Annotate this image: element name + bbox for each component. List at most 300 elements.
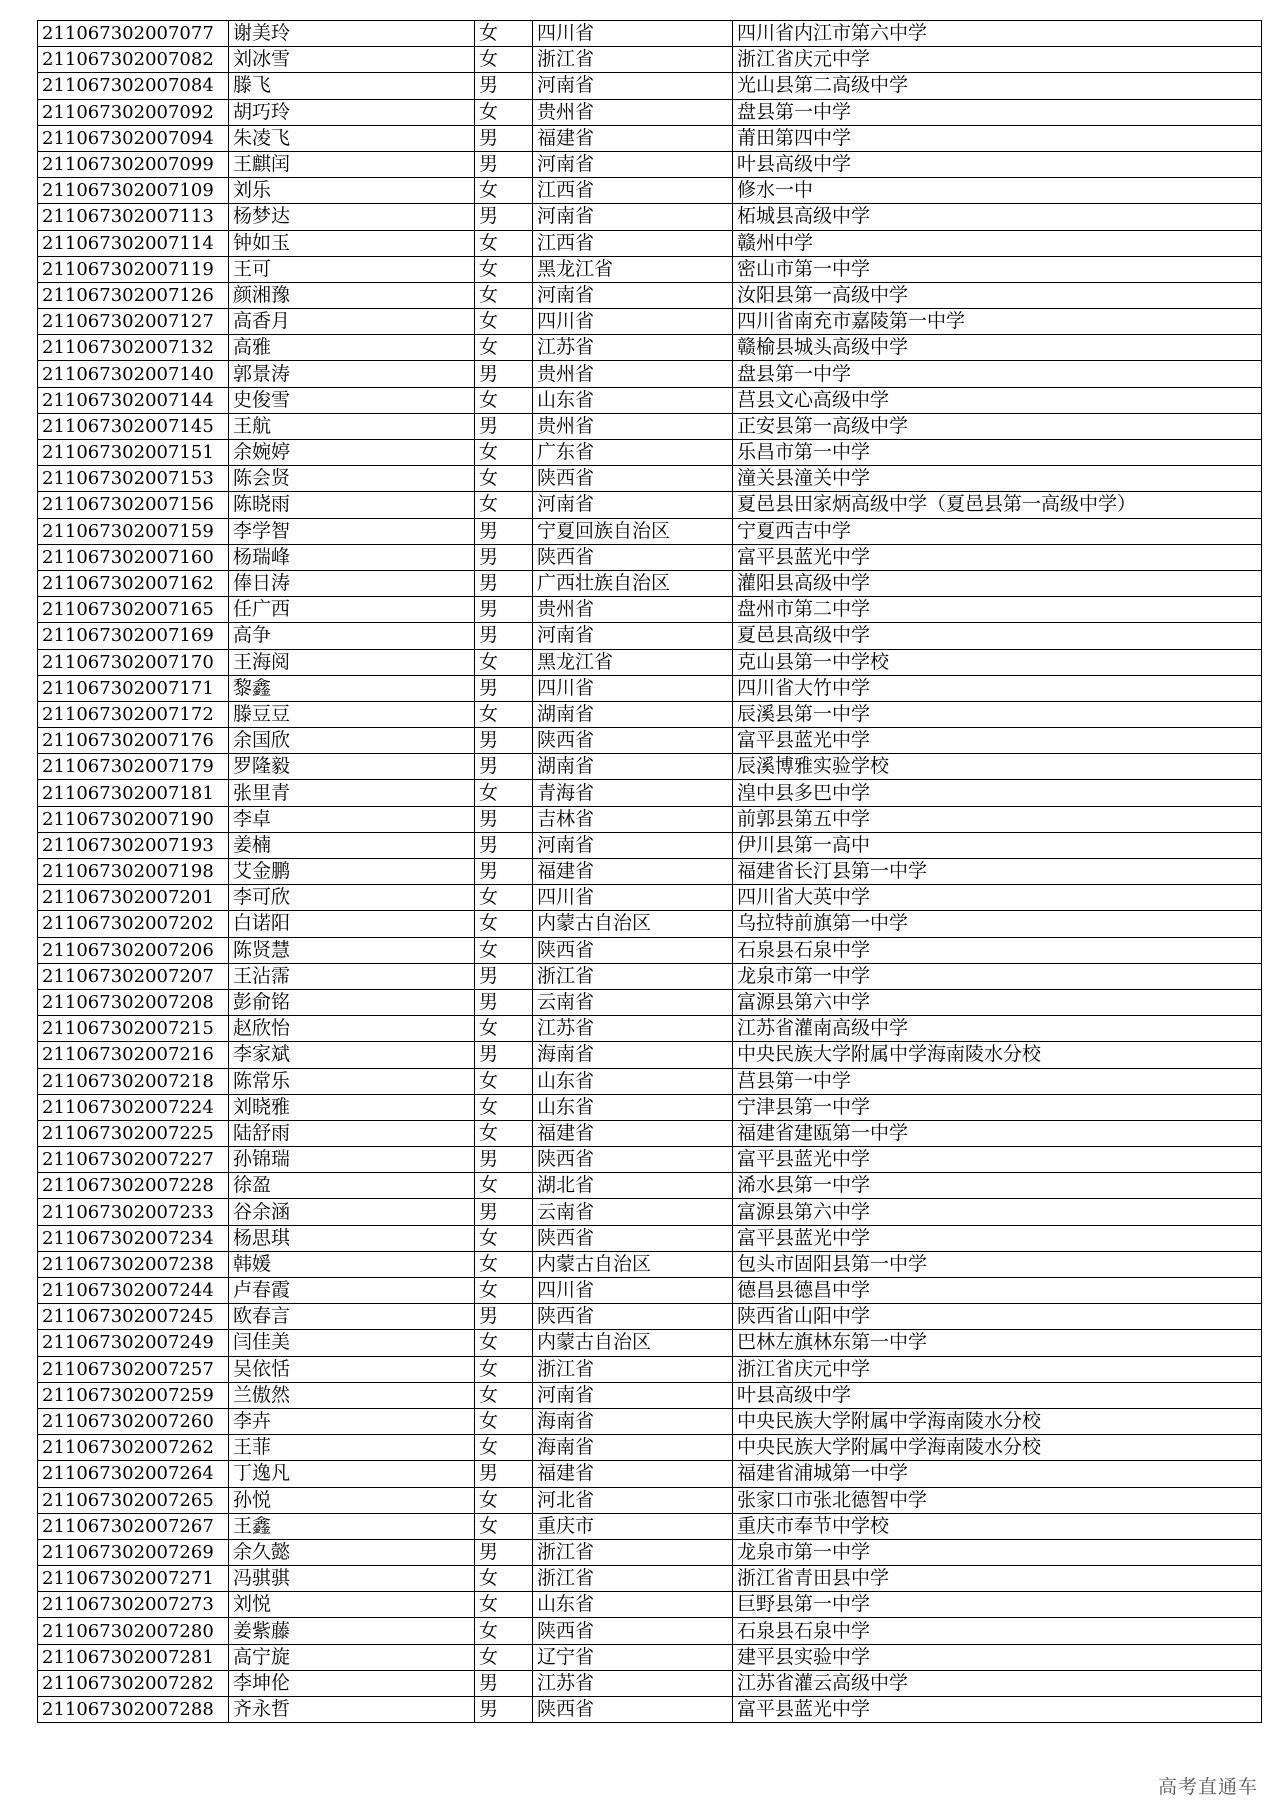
table-row [38, 178, 1262, 204]
cell-school: 浙江省青田县中学 [733, 1566, 1262, 1592]
cell-id: 211067302007257 [38, 1356, 229, 1382]
cell-school: 巨野县第一中学 [733, 1592, 1262, 1618]
cell-gender: 女 [475, 230, 533, 256]
cell-name: 杨思琪 [229, 1225, 475, 1251]
cell-name: 刘悦 [229, 1592, 475, 1618]
cell-province: 贵州省 [533, 361, 733, 387]
cell-id: 211067302007145 [38, 413, 229, 439]
cell-name: 李卓 [229, 806, 475, 832]
cell-name: 钟如玉 [229, 230, 475, 256]
cell-id: 211067302007281 [38, 1644, 229, 1670]
cell-school: 汝阳县第一高级中学 [733, 282, 1262, 308]
cell-gender: 男 [475, 728, 533, 754]
cell-province: 浙江省 [533, 963, 733, 989]
cell-id: 211067302007165 [38, 597, 229, 623]
cell-gender: 女 [475, 701, 533, 727]
table-row [38, 1042, 1262, 1068]
cell-school: 莒县第一中学 [733, 1068, 1262, 1094]
cell-province: 黑龙江省 [533, 649, 733, 675]
cell-gender: 女 [475, 99, 533, 125]
cell-gender: 女 [475, 1644, 533, 1670]
cell-gender: 男 [475, 1670, 533, 1696]
cell-id: 211067302007077 [38, 21, 229, 47]
cell-province: 福建省 [533, 1120, 733, 1146]
table-row [38, 649, 1262, 675]
cell-school: 石泉县石泉中学 [733, 937, 1262, 963]
cell-name: 余久懿 [229, 1539, 475, 1565]
cell-gender: 男 [475, 1042, 533, 1068]
cell-id: 211067302007153 [38, 466, 229, 492]
cell-id: 211067302007127 [38, 309, 229, 335]
cell-province: 福建省 [533, 859, 733, 885]
cell-province: 青海省 [533, 780, 733, 806]
table-row [38, 989, 1262, 1015]
cell-id: 211067302007271 [38, 1566, 229, 1592]
cell-name: 王菲 [229, 1435, 475, 1461]
table-row [38, 597, 1262, 623]
cell-school: 前郭县第五中学 [733, 806, 1262, 832]
cell-province: 四川省 [533, 885, 733, 911]
cell-province: 海南省 [533, 1435, 733, 1461]
cell-school: 潼关县潼关中学 [733, 466, 1262, 492]
cell-school: 宁津县第一中学 [733, 1094, 1262, 1120]
cell-school: 龙泉市第一中学 [733, 1539, 1262, 1565]
cell-name: 陆舒雨 [229, 1120, 475, 1146]
cell-name: 冯骐骐 [229, 1566, 475, 1592]
cell-province: 福建省 [533, 1461, 733, 1487]
cell-id: 211067302007244 [38, 1278, 229, 1304]
cell-gender: 男 [475, 1461, 533, 1487]
cell-gender: 女 [475, 1016, 533, 1042]
cell-id: 211067302007109 [38, 178, 229, 204]
cell-school: 龙泉市第一中学 [733, 963, 1262, 989]
cell-gender: 女 [475, 256, 533, 282]
cell-gender: 女 [475, 387, 533, 413]
cell-school: 陕西省山阳中学 [733, 1304, 1262, 1330]
cell-id: 211067302007181 [38, 780, 229, 806]
cell-id: 211067302007094 [38, 125, 229, 151]
cell-id: 211067302007233 [38, 1199, 229, 1225]
table-row [38, 806, 1262, 832]
cell-id: 211067302007206 [38, 937, 229, 963]
cell-name: 刘乐 [229, 178, 475, 204]
cell-gender: 男 [475, 832, 533, 858]
cell-gender: 女 [475, 1513, 533, 1539]
table-row [38, 492, 1262, 518]
table-row [38, 1199, 1262, 1225]
cell-province: 广西壮族自治区 [533, 570, 733, 596]
cell-name: 滕豆豆 [229, 701, 475, 727]
table-row [38, 1278, 1262, 1304]
cell-id: 211067302007227 [38, 1147, 229, 1173]
table-row [38, 1330, 1262, 1356]
cell-gender: 男 [475, 623, 533, 649]
cell-school: 巴林左旗林东第一中学 [733, 1330, 1262, 1356]
cell-name: 李学智 [229, 518, 475, 544]
cell-school: 中央民族大学附属中学海南陵水分校 [733, 1435, 1262, 1461]
table-row [38, 518, 1262, 544]
cell-name: 孙锦瑞 [229, 1147, 475, 1173]
cell-school: 赣榆县城头高级中学 [733, 335, 1262, 361]
cell-id: 211067302007215 [38, 1016, 229, 1042]
table-row [38, 1382, 1262, 1408]
cell-name: 卢春霞 [229, 1278, 475, 1304]
cell-id: 211067302007169 [38, 623, 229, 649]
cell-province: 黑龙江省 [533, 256, 733, 282]
cell-name: 罗隆毅 [229, 754, 475, 780]
cell-school: 四川省大竹中学 [733, 675, 1262, 701]
cell-name: 孙悦 [229, 1487, 475, 1513]
cell-school: 修水一中 [733, 178, 1262, 204]
table-row [38, 1697, 1262, 1723]
cell-school: 富平县蓝光中学 [733, 544, 1262, 570]
cell-province: 内蒙古自治区 [533, 1330, 733, 1356]
cell-province: 海南省 [533, 1408, 733, 1434]
cell-name: 赵欣怡 [229, 1016, 475, 1042]
cell-name: 王麒闰 [229, 151, 475, 177]
cell-school: 盘县第一中学 [733, 99, 1262, 125]
table-row [38, 1147, 1262, 1173]
cell-id: 211067302007179 [38, 754, 229, 780]
table-row [38, 99, 1262, 125]
cell-province: 河南省 [533, 151, 733, 177]
cell-name: 高雅 [229, 335, 475, 361]
cell-id: 211067302007092 [38, 99, 229, 125]
cell-gender: 女 [475, 1435, 533, 1461]
cell-school: 密山市第一中学 [733, 256, 1262, 282]
cell-name: 郭景涛 [229, 361, 475, 387]
cell-name: 余婉婷 [229, 440, 475, 466]
table-row [38, 47, 1262, 73]
cell-name: 陈会贤 [229, 466, 475, 492]
cell-province: 山东省 [533, 1094, 733, 1120]
table-row [38, 335, 1262, 361]
cell-id: 211067302007126 [38, 282, 229, 308]
cell-province: 贵州省 [533, 99, 733, 125]
table-row [38, 1094, 1262, 1120]
table-row [38, 1487, 1262, 1513]
table-row [38, 1173, 1262, 1199]
cell-name: 陈常乐 [229, 1068, 475, 1094]
cell-id: 211067302007162 [38, 570, 229, 596]
cell-id: 211067302007273 [38, 1592, 229, 1618]
cell-name: 颜湘豫 [229, 282, 475, 308]
cell-id: 211067302007224 [38, 1094, 229, 1120]
cell-province: 山东省 [533, 1068, 733, 1094]
cell-province: 湖南省 [533, 701, 733, 727]
table-row [38, 1670, 1262, 1696]
cell-province: 四川省 [533, 1278, 733, 1304]
cell-gender: 女 [475, 1225, 533, 1251]
table-row [38, 911, 1262, 937]
cell-id: 211067302007280 [38, 1618, 229, 1644]
cell-id: 211067302007249 [38, 1330, 229, 1356]
cell-name: 王可 [229, 256, 475, 282]
cell-province: 陕西省 [533, 1697, 733, 1723]
cell-province: 江苏省 [533, 335, 733, 361]
cell-gender: 女 [475, 1094, 533, 1120]
cell-province: 四川省 [533, 309, 733, 335]
cell-id: 211067302007198 [38, 859, 229, 885]
cell-school: 包头市固阳县第一中学 [733, 1251, 1262, 1277]
table-row [38, 1016, 1262, 1042]
cell-school: 富源县第六中学 [733, 1199, 1262, 1225]
cell-province: 河南省 [533, 73, 733, 99]
cell-province: 陕西省 [533, 1304, 733, 1330]
cell-gender: 女 [475, 1408, 533, 1434]
cell-school: 富平县蓝光中学 [733, 1697, 1262, 1723]
cell-name: 彭俞铭 [229, 989, 475, 1015]
cell-school: 赣州中学 [733, 230, 1262, 256]
table-row [38, 728, 1262, 754]
cell-school: 建平县实验中学 [733, 1644, 1262, 1670]
cell-name: 史俊雪 [229, 387, 475, 413]
cell-gender: 女 [475, 440, 533, 466]
cell-province: 四川省 [533, 675, 733, 701]
cell-name: 王航 [229, 413, 475, 439]
cell-province: 河南省 [533, 204, 733, 230]
cell-id: 211067302007114 [38, 230, 229, 256]
table-row [38, 1356, 1262, 1382]
cell-gender: 男 [475, 1697, 533, 1723]
cell-school: 四川省大英中学 [733, 885, 1262, 911]
cell-name: 谢美玲 [229, 21, 475, 47]
cell-id: 211067302007160 [38, 544, 229, 570]
cell-name: 李卉 [229, 1408, 475, 1434]
cell-school: 辰溪博雅实验学校 [733, 754, 1262, 780]
cell-province: 浙江省 [533, 1566, 733, 1592]
cell-name: 陈晓雨 [229, 492, 475, 518]
cell-province: 陕西省 [533, 937, 733, 963]
cell-gender: 女 [475, 335, 533, 361]
table-row [38, 204, 1262, 230]
cell-province: 广东省 [533, 440, 733, 466]
cell-gender: 女 [475, 1278, 533, 1304]
cell-school: 浙江省庆元中学 [733, 47, 1262, 73]
table-row [38, 387, 1262, 413]
cell-province: 河南省 [533, 623, 733, 649]
student-roster-table [37, 20, 1262, 1723]
cell-gender: 男 [475, 989, 533, 1015]
table-row [38, 1068, 1262, 1094]
cell-name: 杨瑞峰 [229, 544, 475, 570]
cell-gender: 男 [475, 73, 533, 99]
cell-school: 克山县第一中学校 [733, 649, 1262, 675]
table-row [38, 440, 1262, 466]
table-row [38, 73, 1262, 99]
cell-id: 211067302007082 [38, 47, 229, 73]
cell-school: 莆田第四中学 [733, 125, 1262, 151]
cell-school: 江苏省灌南高级中学 [733, 1016, 1262, 1042]
cell-name: 姜楠 [229, 832, 475, 858]
cell-province: 宁夏回族自治区 [533, 518, 733, 544]
cell-name: 谷余涵 [229, 1199, 475, 1225]
cell-gender: 男 [475, 151, 533, 177]
cell-id: 211067302007190 [38, 806, 229, 832]
cell-name: 韩媛 [229, 1251, 475, 1277]
cell-gender: 女 [475, 21, 533, 47]
cell-school: 伊川县第一高中 [733, 832, 1262, 858]
cell-gender: 女 [475, 1382, 533, 1408]
table-row [38, 1461, 1262, 1487]
cell-school: 富平县蓝光中学 [733, 1225, 1262, 1251]
cell-id: 211067302007201 [38, 885, 229, 911]
table-row [38, 1539, 1262, 1565]
table-row [38, 21, 1262, 47]
table-row [38, 937, 1262, 963]
cell-id: 211067302007228 [38, 1173, 229, 1199]
cell-id: 211067302007084 [38, 73, 229, 99]
cell-gender: 男 [475, 1539, 533, 1565]
cell-school: 盘州市第二中学 [733, 597, 1262, 623]
cell-name: 艾金鹏 [229, 859, 475, 885]
cell-gender: 女 [475, 780, 533, 806]
cell-province: 浙江省 [533, 1539, 733, 1565]
cell-gender: 女 [475, 466, 533, 492]
cell-name: 兰傲然 [229, 1382, 475, 1408]
cell-id: 211067302007207 [38, 963, 229, 989]
cell-school: 四川省内江市第六中学 [733, 21, 1262, 47]
cell-id: 211067302007159 [38, 518, 229, 544]
cell-gender: 女 [475, 937, 533, 963]
cell-id: 211067302007113 [38, 204, 229, 230]
cell-school: 福建省浦城第一中学 [733, 1461, 1262, 1487]
cell-province: 湖北省 [533, 1173, 733, 1199]
cell-id: 211067302007262 [38, 1435, 229, 1461]
cell-name: 陈贤慧 [229, 937, 475, 963]
cell-school: 光山县第二高级中学 [733, 73, 1262, 99]
cell-name: 朱凌飞 [229, 125, 475, 151]
cell-school: 中央民族大学附属中学海南陵水分校 [733, 1042, 1262, 1068]
cell-province: 江苏省 [533, 1016, 733, 1042]
cell-gender: 女 [475, 47, 533, 73]
table-row [38, 361, 1262, 387]
cell-province: 山东省 [533, 387, 733, 413]
cell-province: 四川省 [533, 21, 733, 47]
cell-gender: 女 [475, 1173, 533, 1199]
table-row [38, 780, 1262, 806]
table-row [38, 466, 1262, 492]
cell-name: 李家斌 [229, 1042, 475, 1068]
table-row [38, 125, 1262, 151]
cell-id: 211067302007156 [38, 492, 229, 518]
cell-id: 211067302007132 [38, 335, 229, 361]
cell-gender: 女 [475, 1566, 533, 1592]
cell-id: 211067302007176 [38, 728, 229, 754]
cell-name: 黎鑫 [229, 675, 475, 701]
cell-province: 陕西省 [533, 1225, 733, 1251]
cell-name: 李坤伦 [229, 1670, 475, 1696]
cell-province: 陕西省 [533, 466, 733, 492]
cell-name: 李可欣 [229, 885, 475, 911]
table-row [38, 151, 1262, 177]
table-row [38, 544, 1262, 570]
cell-name: 欧春言 [229, 1304, 475, 1330]
cell-school: 江苏省灌云高级中学 [733, 1670, 1262, 1696]
cell-gender: 男 [475, 675, 533, 701]
cell-province: 河南省 [533, 492, 733, 518]
cell-gender: 女 [475, 1356, 533, 1382]
cell-province: 山东省 [533, 1592, 733, 1618]
cell-school: 德昌县德昌中学 [733, 1278, 1262, 1304]
cell-school: 辰溪县第一中学 [733, 701, 1262, 727]
cell-province: 云南省 [533, 989, 733, 1015]
cell-name: 刘冰雪 [229, 47, 475, 73]
table-row [38, 1225, 1262, 1251]
table-row [38, 1513, 1262, 1539]
cell-id: 211067302007218 [38, 1068, 229, 1094]
cell-school: 乌拉特前旗第一中学 [733, 911, 1262, 937]
cell-id: 211067302007172 [38, 701, 229, 727]
cell-school: 浠水县第一中学 [733, 1173, 1262, 1199]
cell-id: 211067302007238 [38, 1251, 229, 1277]
cell-id: 211067302007225 [38, 1120, 229, 1146]
table-row [38, 1566, 1262, 1592]
cell-school: 富平县蓝光中学 [733, 728, 1262, 754]
cell-id: 211067302007234 [38, 1225, 229, 1251]
cell-name: 王海阅 [229, 649, 475, 675]
table-row [38, 256, 1262, 282]
cell-gender: 女 [475, 1330, 533, 1356]
cell-id: 211067302007288 [38, 1697, 229, 1723]
cell-school: 富源县第六中学 [733, 989, 1262, 1015]
cell-province: 陕西省 [533, 1618, 733, 1644]
cell-id: 211067302007193 [38, 832, 229, 858]
cell-province: 浙江省 [533, 1356, 733, 1382]
cell-school: 夏邑县高级中学 [733, 623, 1262, 649]
cell-school: 乐昌市第一中学 [733, 440, 1262, 466]
table-row [38, 701, 1262, 727]
watermark-text: 高考直通车 [1157, 1776, 1258, 1798]
cell-gender: 女 [475, 1251, 533, 1277]
cell-province: 内蒙古自治区 [533, 911, 733, 937]
cell-gender: 女 [475, 282, 533, 308]
cell-school: 石泉县石泉中学 [733, 1618, 1262, 1644]
cell-id: 211067302007119 [38, 256, 229, 282]
cell-name: 高香月 [229, 309, 475, 335]
cell-school: 中央民族大学附属中学海南陵水分校 [733, 1408, 1262, 1434]
table-row [38, 413, 1262, 439]
cell-gender: 男 [475, 204, 533, 230]
cell-gender: 男 [475, 570, 533, 596]
table-row [38, 1592, 1262, 1618]
cell-school: 柘城县高级中学 [733, 204, 1262, 230]
cell-province: 重庆市 [533, 1513, 733, 1539]
cell-province: 陕西省 [533, 544, 733, 570]
table-row [38, 309, 1262, 335]
cell-province: 河南省 [533, 832, 733, 858]
cell-school: 盘县第一中学 [733, 361, 1262, 387]
cell-province: 河南省 [533, 282, 733, 308]
cell-name: 任广西 [229, 597, 475, 623]
cell-gender: 男 [475, 754, 533, 780]
cell-name: 张里青 [229, 780, 475, 806]
cell-school: 重庆市奉节中学校 [733, 1513, 1262, 1539]
table-row [38, 885, 1262, 911]
cell-name: 徐盈 [229, 1173, 475, 1199]
cell-gender: 女 [475, 1068, 533, 1094]
cell-province: 江西省 [533, 230, 733, 256]
cell-gender: 女 [475, 178, 533, 204]
cell-province: 福建省 [533, 125, 733, 151]
cell-id: 211067302007269 [38, 1539, 229, 1565]
cell-province: 陕西省 [533, 1147, 733, 1173]
cell-name: 白诺阳 [229, 911, 475, 937]
cell-id: 211067302007264 [38, 1461, 229, 1487]
cell-name: 高争 [229, 623, 475, 649]
cell-gender: 男 [475, 544, 533, 570]
table-row [38, 675, 1262, 701]
